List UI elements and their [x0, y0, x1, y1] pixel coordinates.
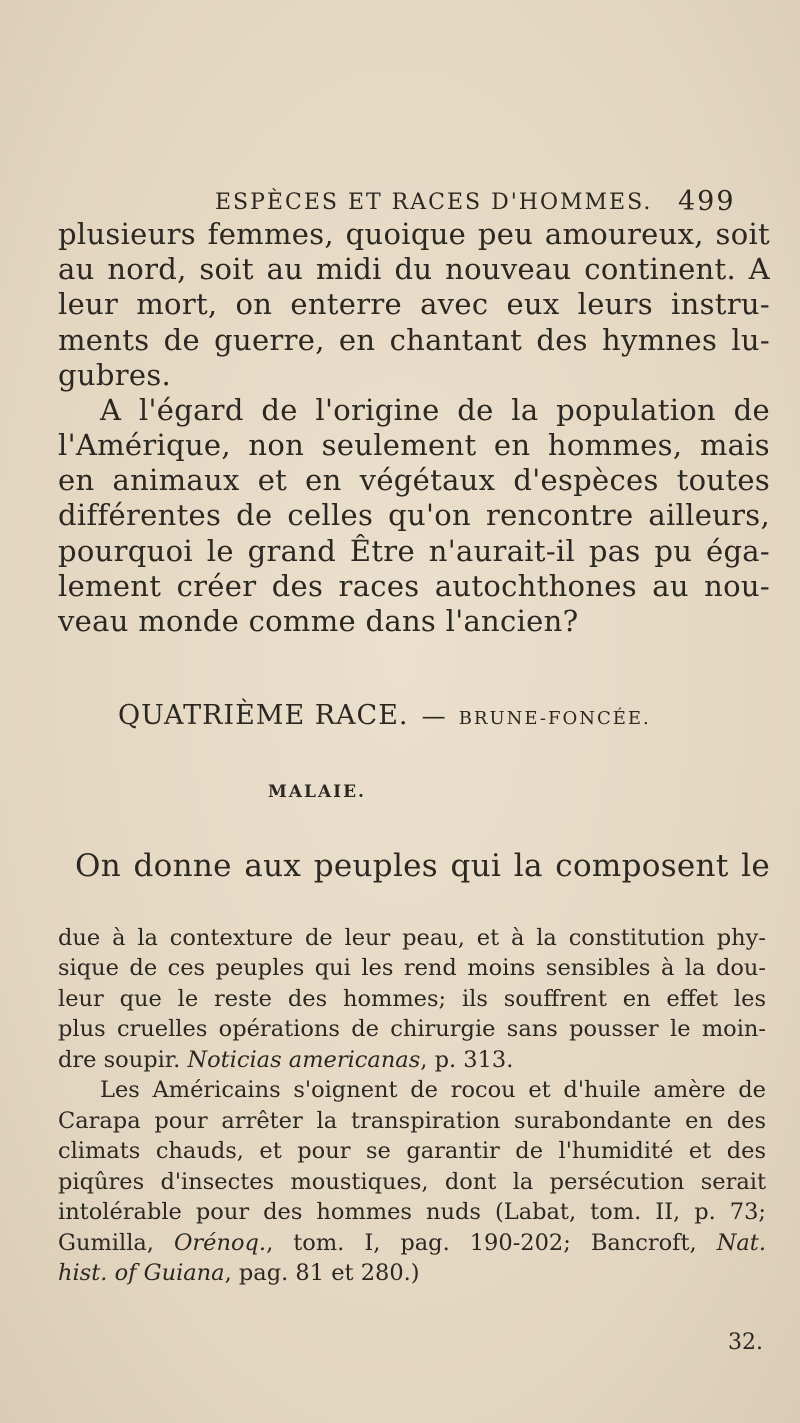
footnote-line: piqûres d'insectes moustiques, dont la persécution serait — [58, 1168, 766, 1195]
text-line: ments de guerre, en chantant des hymnes lu- — [58, 322, 770, 357]
page-number: 499 — [678, 186, 736, 217]
footnote-line: climats chauds, et pour se garantir de l'humidité et des — [58, 1138, 766, 1165]
text-line: plusieurs femmes, quoique peu amoureux, soit — [58, 217, 770, 251]
footnote-line: leur que le reste des hommes; ils souffrent en effet les — [58, 985, 766, 1012]
footnote-line: Gumilla, Orénoq., tom. I, pag. 190-202; Bancroft, Nat. — [58, 1229, 766, 1256]
footnote-line: Carapa pour arrêter la transpiration surabondante en des — [58, 1107, 766, 1134]
dash: — — [421, 702, 446, 730]
running-title: ESPÈCES ET RACES D'HOMMES. — [215, 190, 653, 215]
footnote-line: Les Américains s'oignent de rocou et d'huile amère de — [100, 1077, 766, 1104]
footnote-line: intolérable pour des hommes nuds (Labat, tom. II, p. 73; — [58, 1199, 766, 1226]
footnote-line: hist. of Guiana, pag. 81 et 280.) — [58, 1260, 420, 1286]
footnote-line: due à la contexture de leur peau, et à la constitution phy- — [58, 925, 766, 951]
text-line: au nord, soit au midi du nouveau continent. A — [58, 252, 770, 287]
text-line: lement créer des races autochthones au nou- — [58, 568, 770, 603]
text-line: l'Amérique, non seulement en hommes, mais — [58, 428, 770, 463]
text-line: en animaux et en végétaux d'espèces toutes — [58, 463, 770, 498]
text-line: veau monde comme dans l'ancien? — [58, 604, 579, 638]
section-subtitle: MALAIE. — [268, 782, 366, 802]
text-line: différentes de celles qu'on rencontre ailleurs, — [58, 498, 770, 533]
footnote-line: sique de ces peuples qui les rend moins sensibles à la dou- — [58, 955, 766, 982]
race-heading: QUATRIÈME RACE. — [118, 700, 409, 731]
text-line: pourquoi le grand Être n'aurait-il pas pu éga- — [58, 533, 770, 568]
text-line: A l'égard de l'origine de la population de — [100, 392, 770, 427]
footnote-line: dre soupir. Noticias americanas, p. 313. — [58, 1046, 514, 1073]
race-subheading: BRUNE-FONCÉE. — [458, 708, 651, 729]
section-heading — [118, 700, 651, 731]
footnote-line: plus cruelles opérations de chirurgie sans pousser le moin- — [58, 1016, 766, 1043]
text-line: leur mort, on enterre avec eux leurs instru- — [58, 287, 770, 322]
signature-mark: 32. — [728, 1330, 763, 1355]
section-first-line: On donne aux peuples qui la composent le — [75, 848, 770, 884]
text-line: gubres. — [58, 357, 172, 392]
